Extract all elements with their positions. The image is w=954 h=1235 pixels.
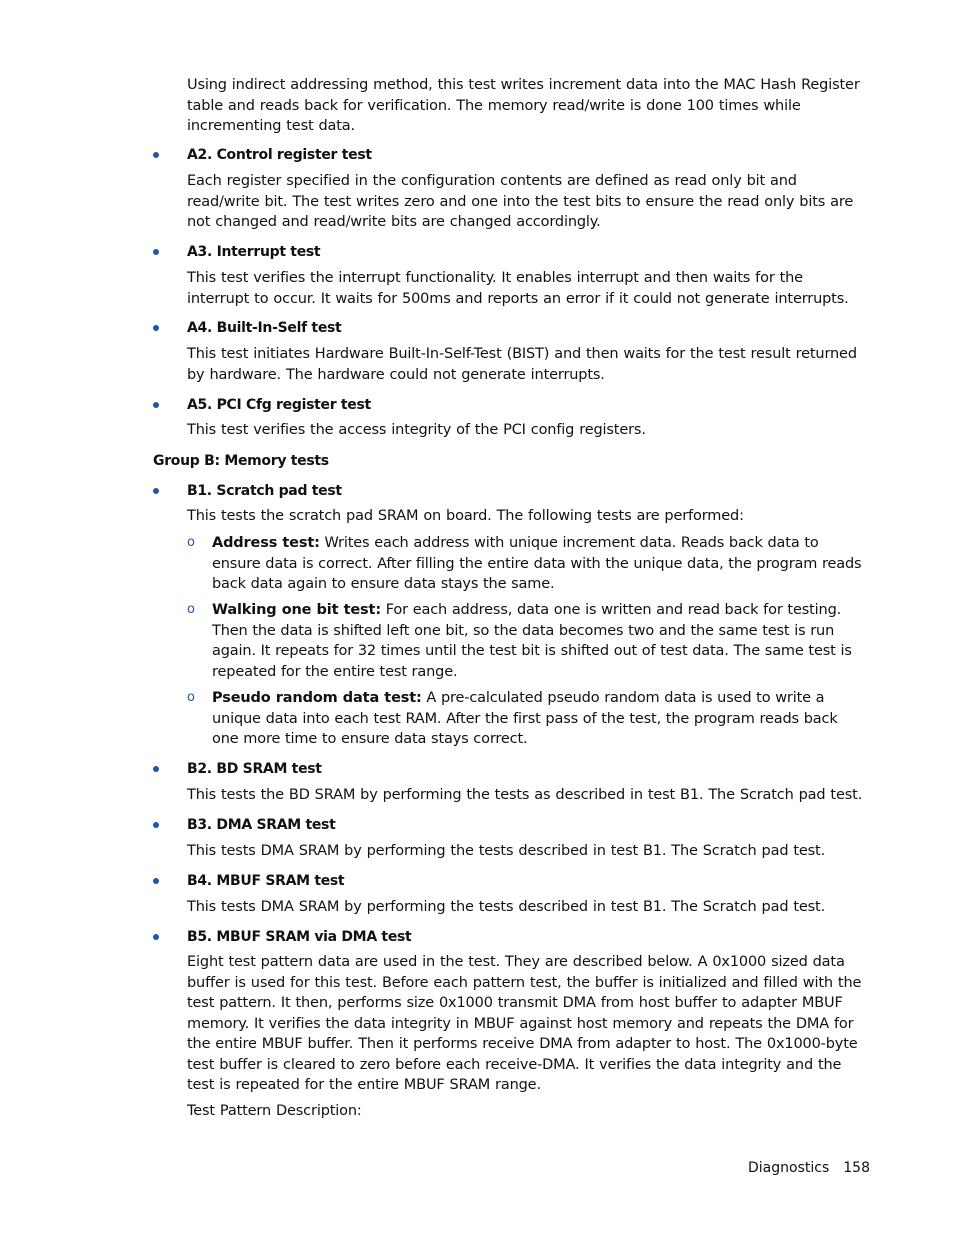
bullet-icon	[153, 934, 159, 940]
bullet-icon	[153, 766, 159, 772]
item-body: This tests DMA SRAM by performing the tests described in test B1. The Scratch pad test.	[187, 843, 826, 859]
intro-paragraph: Using indirect addressing method, this test writes increment data into the MAC Hash Register table and reads back for verification. The memory read/write is done 100 times while incrementing test data.	[187, 77, 860, 134]
bullet-icon	[153, 488, 159, 494]
item-body: Each register specified in the configuration contents are defined as read only bit and read/write bit. The test writes zero and one into the test bits to ensure the read only bits are not changed and read/write bits are changed accordingly.	[187, 173, 854, 230]
circle-bullet-icon: o	[187, 535, 195, 550]
bullet-icon	[153, 822, 159, 828]
sub-item-label: Address test:	[212, 535, 320, 551]
item-body: This tests the BD SRAM by performing the tests as described in test B1. The Scratch pad test.	[187, 787, 863, 803]
bullet-icon	[153, 325, 159, 331]
sub-item-description: Writes each address with unique increment data. Reads back data to ensure data is correct. After filling the entire data with the unique data, the program reads back data again to ensure data stays the same.	[212, 535, 862, 592]
sub-item-text	[212, 533, 867, 595]
item-title: B3. DMA SRAM test	[187, 817, 336, 833]
circle-bullet-icon: o	[187, 690, 195, 705]
bullet-icon	[153, 249, 159, 255]
item-title: A2. Control register test	[187, 147, 372, 163]
sub-item-label: Pseudo random data test:	[212, 690, 422, 706]
item-body: This tests DMA SRAM by performing the tests described in test B1. The Scratch pad test.	[187, 899, 826, 915]
page-number: 158	[843, 1160, 870, 1176]
item-title: B1. Scratch pad test	[187, 483, 342, 499]
pattern-heading: Test Pattern Description:	[187, 1103, 362, 1119]
section-heading: Group B: Memory tests	[153, 453, 329, 469]
sub-item-text	[212, 688, 867, 750]
item-body: This test initiates Hardware Built-In-Self-Test (BIST) and then waits for the test result returned by hardware. The hardware could not generate interrupts.	[187, 346, 857, 383]
bullet-icon	[153, 152, 159, 158]
bullet-icon	[153, 402, 159, 408]
footer-section: Diagnostics	[748, 1160, 830, 1176]
item-title: B2. BD SRAM test	[187, 761, 322, 777]
item-body: This test verifies the access integrity of the PCI config registers.	[187, 422, 646, 438]
item-body: This tests the scratch pad SRAM on board. The following tests are performed:	[187, 508, 744, 524]
sub-item-label: Walking one bit test:	[212, 602, 381, 618]
item-body: Eight test pattern data are used in the test. They are described below. A 0x1000 sized data buffer is used for this test. Before each pattern test, the buffer is initialized and filled with the test pattern. It then, performs size 0x1000 transmit DMA from host buffer to adapter MBUF memory. It verifies the data integrity in MBUF against host memory and repeats the DMA for the entire MBUF buffer. Then it performs receive DMA from adapter to host. The 0x1000-byte test buffer is cleared to zero before each receive-DMA. It verifies the data integrity and the test is repeated for the entire MBUF SRAM range.	[187, 954, 862, 1093]
item-title: A3. Interrupt test	[187, 244, 321, 260]
item-body: This test verifies the interrupt functionality. It enables interrupt and then waits for the interrupt to occur. It waits for 500ms and reports an error if it could not generate interrupts.	[187, 270, 849, 307]
item-title: B5. MBUF SRAM via DMA test	[187, 929, 412, 945]
circle-bullet-icon: o	[187, 602, 195, 617]
bullet-icon	[153, 878, 159, 884]
item-title: B4. MBUF SRAM test	[187, 873, 345, 889]
item-title: A4. Built-In-Self test	[187, 320, 342, 336]
sub-item-text	[212, 600, 867, 682]
item-title: A5. PCI Cfg register test	[187, 397, 371, 413]
sub-item-description: A pre-calculated pseudo random data is used to write a unique data into each test RAM. After the first pass of the test, the program reads back one more time to ensure data stays correct.	[212, 690, 838, 747]
page-footer	[0, 1158, 870, 1179]
sub-item-description: For each address, data one is written and read back for testing. Then the data is shifted left one bit, so the data becomes two and the same test is run again. It repeats for 32 times until the test bit is shifted out of test data. The same test is repeated for the entire test range.	[212, 602, 852, 680]
